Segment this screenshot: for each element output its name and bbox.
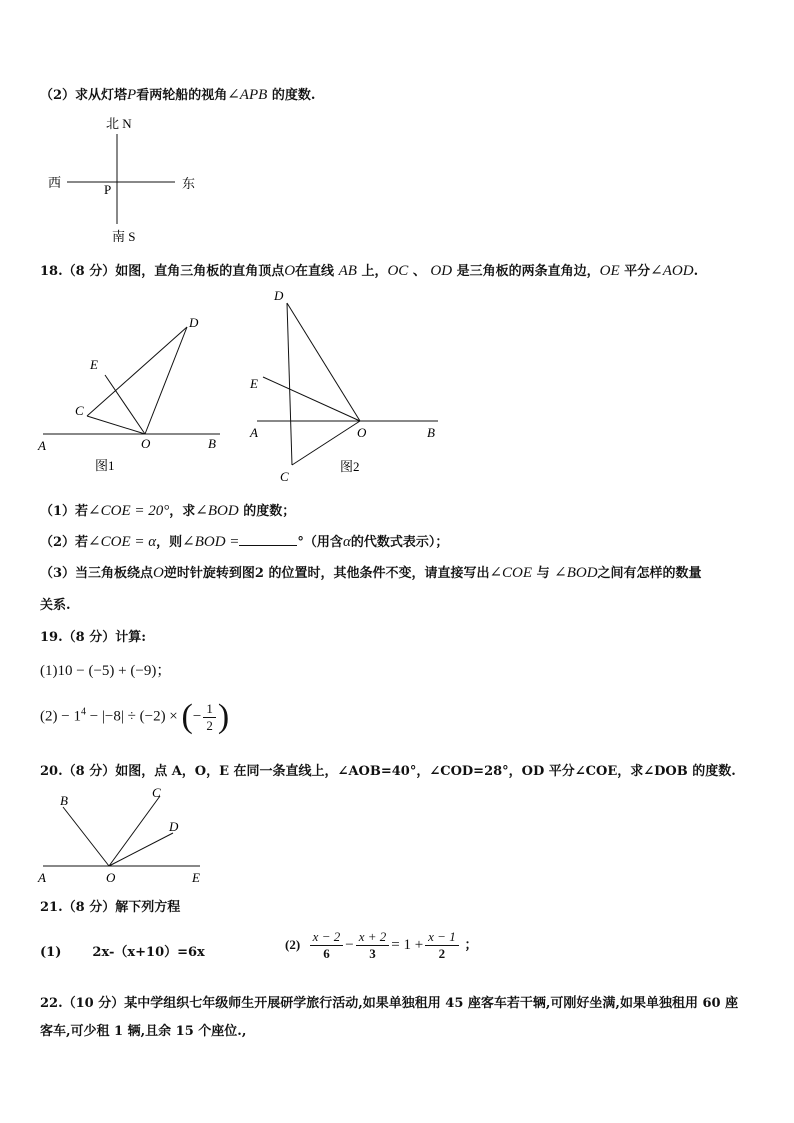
q18-p3-o: O [153, 565, 164, 581]
q21-end: ； [464, 936, 478, 952]
q18-p3-e: 关系. [40, 598, 71, 613]
q20-text [40, 760, 736, 779]
q17-suffix: 的度数. [271, 88, 316, 103]
q18-p2-d: 的代数式表示）； [350, 535, 449, 550]
q21-eq-mid: = 1 + [391, 936, 424, 953]
q18-p1-c: 的度数； [243, 504, 296, 519]
q19-title [40, 626, 146, 645]
q19-expr2-sign: − [192, 708, 202, 725]
fig2-label-o: O [357, 425, 367, 440]
q19-expr1-text: (1)10 − (−5) + (−9)； [40, 663, 172, 679]
q18-o: O [284, 263, 296, 279]
left-paren: ( [181, 698, 193, 735]
q18-p2-bod: ∠BOD = [182, 534, 240, 550]
q22-line2-text: 客车,可少租 1 辆,且余 15 个座位., [40, 1024, 247, 1039]
q19-expr1 [40, 659, 171, 680]
q18-intro-b: 在直线 [295, 264, 335, 279]
q21-minus: − [345, 936, 354, 953]
q18-p1-a: （1）若 [40, 504, 89, 519]
q18-part2 [40, 531, 448, 551]
q18-p2-c: °（用含 [297, 535, 343, 550]
q18-intro [40, 260, 698, 280]
q20-label-d: D [169, 819, 179, 834]
q18-p2-alpha: α [342, 534, 351, 550]
q21-p1-label: (1) [40, 945, 62, 960]
q19-title-text: 19.（8 分）计算: [40, 630, 146, 645]
q22-line1 [40, 992, 738, 1011]
frac-1-num: x − 2 [310, 929, 344, 946]
compass-figure [40, 112, 220, 247]
q18-p3-bod: ∠BOD [554, 565, 598, 581]
frac-den: 2 [206, 717, 213, 733]
q18-p2-eq: ∠COE = α [88, 534, 157, 550]
q18-part3-cont [40, 594, 71, 613]
fig1-caption: 图1 [95, 458, 115, 473]
q18-intro-c: 上， [361, 264, 388, 279]
q18-intro-e: 平分 [624, 264, 651, 279]
frac-3-num: x − 1 [425, 929, 459, 946]
q18-od: OD [430, 263, 453, 279]
q21-title [40, 896, 180, 915]
q21-title-text: 21.（8 分）解下列方程 [40, 900, 181, 915]
q18-sep: 、 [412, 264, 426, 279]
q17-part2-text [40, 84, 315, 104]
q18-oc: OC [387, 263, 409, 279]
q21-p1-eq: 2x-（x+10）=6x [92, 945, 205, 960]
q18-aod: ∠AOD [650, 263, 694, 279]
fig1-label-b: B [208, 436, 216, 451]
q18-p3-c: 与 [536, 566, 550, 581]
q20-label-c: C [152, 785, 161, 800]
answer-blank[interactable] [239, 532, 297, 546]
fig2-label-b: B [427, 425, 435, 440]
q18-p2-b: ，则 [156, 535, 183, 550]
fig1-label-d: D [189, 315, 199, 330]
q18-oe: OE [599, 263, 620, 279]
q20-label-a: A [38, 870, 46, 885]
q21-p2-label: (2) [285, 936, 301, 952]
q18-part3 [40, 562, 702, 582]
figure-q20 [35, 787, 210, 887]
frac-3 [425, 929, 459, 962]
fig2-label-c: C [280, 469, 289, 484]
q18-intro-f: . [693, 264, 699, 279]
south-label: 南 S [112, 229, 136, 244]
angle-apb: ∠APB [227, 87, 268, 103]
center-p-label: P [104, 182, 112, 197]
q18-part1 [40, 500, 295, 520]
frac-2 [356, 929, 390, 962]
frac-2-num: x + 2 [356, 929, 390, 946]
fig2-label-d: D [274, 288, 284, 303]
q22-line2 [40, 1020, 246, 1039]
q18-intro-a: 18.（8 分）如图，直角三角板的直角顶点 [40, 264, 285, 279]
frac-1 [310, 929, 344, 962]
q20-label-e: E [192, 870, 200, 885]
q19-expr2-a: (2) − 1 [40, 708, 81, 725]
q18-p2-a: （2）若 [40, 535, 89, 550]
point-p: P [127, 87, 137, 103]
frac-3-den: 2 [438, 946, 446, 961]
q21-part1 [40, 941, 205, 960]
east-label: 东 [182, 176, 196, 191]
q18-ab: AB [338, 263, 357, 279]
q18-p1-eq: ∠COE = 20° [88, 503, 170, 519]
q18-p3-b: 逆时针旋转到图2 的位置时，其他条件不变，请直接写出 [163, 566, 490, 581]
q18-intro-d: 是三角板的两条直角边， [456, 264, 600, 279]
fig1-label-a: A [38, 438, 46, 453]
north-label: 北 N [106, 116, 132, 131]
q17-mid: 看两轮船的视角 [136, 88, 228, 103]
q18-p1-b: ，求 [169, 504, 196, 519]
q19-expr2-b: − |−8| ÷ (−2) × [85, 708, 178, 725]
fig2-caption: 图2 [340, 459, 360, 474]
fig1-label-o: O [141, 436, 151, 451]
q18-p3-d: 之间有怎样的数量 [597, 566, 702, 581]
fig2-label-a: A [250, 425, 258, 440]
q20-label-b: B [60, 793, 68, 808]
fig1-label-e: E [90, 357, 98, 372]
frac-2-den: 3 [369, 946, 376, 961]
frac-num: 1 [203, 701, 216, 718]
q19-expr2-sup: 4 [80, 706, 86, 718]
figure-1 [35, 315, 225, 475]
q21-part2 [285, 929, 477, 962]
q20-label-o: O [106, 870, 116, 885]
fig1-label-c: C [75, 403, 84, 418]
frac-1-den: 6 [323, 946, 330, 961]
q20-text-content: 20.（8 分）如图，点 A，O，E 在同一条直线上，∠AOB=40°，∠COD=28°，OD 平分∠COE，求∠DOB 的度数. [40, 764, 736, 779]
q19-expr2 [40, 700, 229, 734]
q22-line1-text: 22.（10 分）某中学组织七年级师生开展研学旅行活动,如果单独租用 45 座客车若干辆,可刚好坐满,如果单独租用 60 座 [40, 996, 739, 1011]
q17-prefix: （2）求从灯塔 [40, 88, 128, 103]
right-paren: ) [217, 698, 230, 735]
figure-2 [245, 285, 445, 485]
q18-p3-coe: ∠COE [489, 565, 533, 581]
fraction-half [203, 701, 216, 734]
q18-p1-bod: ∠BOD [195, 503, 239, 519]
fig2-label-e: E [250, 376, 258, 391]
west-label: 西 [48, 175, 62, 190]
q18-p3-a: （3）当三角板绕点 [40, 566, 154, 581]
